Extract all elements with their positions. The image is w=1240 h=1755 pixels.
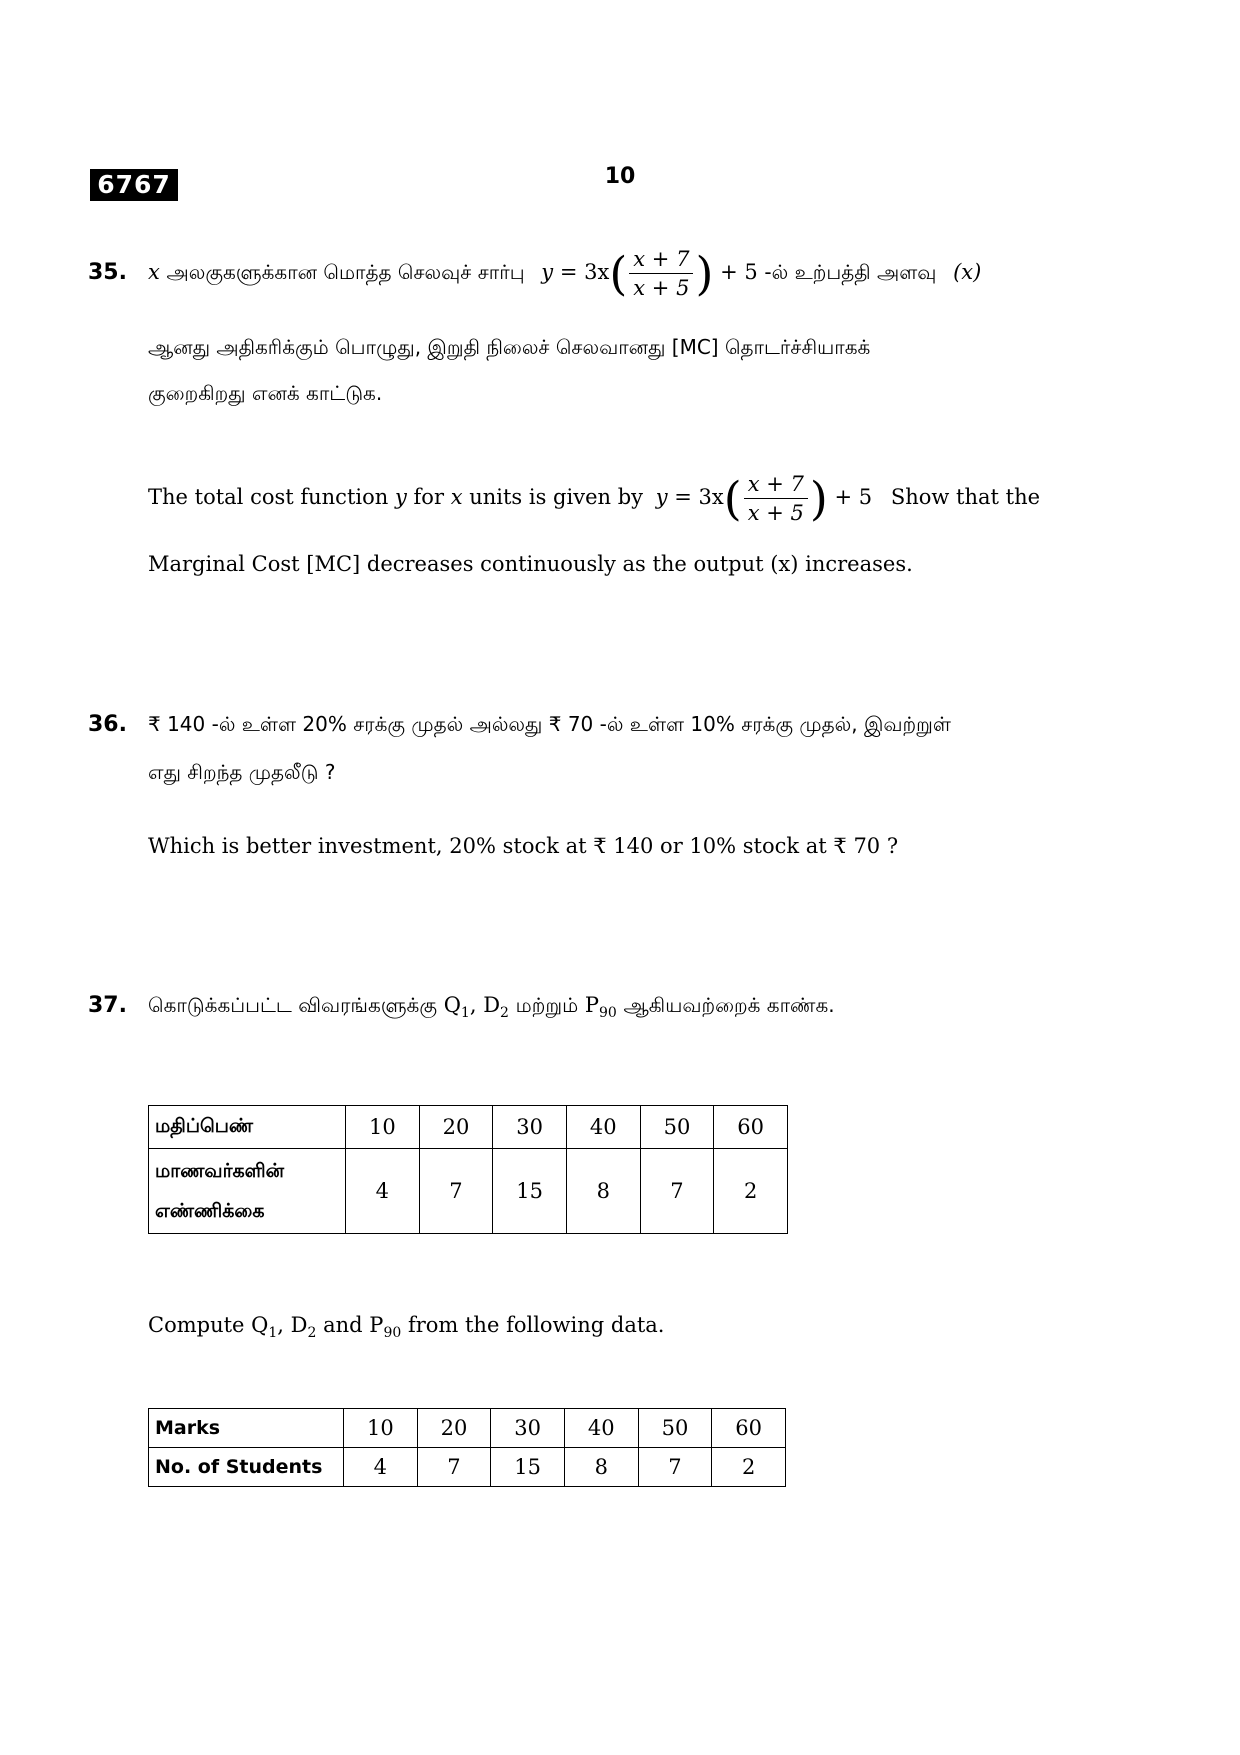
q35-english-line1: The total cost function y for x units is given by y = 3x( $\frac{x + 7}{x + 5}$ ) + 5 Show that the [148, 471, 1041, 526]
table-cell: 50 [638, 1409, 712, 1448]
table-cell: 4 [344, 1448, 418, 1487]
table-cell: 7 [640, 1149, 714, 1234]
table-cell: 20 [417, 1409, 491, 1448]
q35-english-line2: Marginal Cost [MC] decreases continuously as the output (x) increases. [148, 552, 913, 576]
q35-tamil-line2: ஆனது அதிகரிக்கும் பொழுது, இறுதி நிலைச் செலவானது [MC] தொடர்ச்சியாகக் [148, 335, 871, 359]
table-cell: 60 [714, 1106, 788, 1149]
table-cell: 7 [417, 1448, 491, 1487]
question-number-35: 35. [88, 260, 127, 285]
table-row [149, 1106, 788, 1149]
table-cell: 50 [640, 1106, 714, 1149]
table-cell: 30 [493, 1106, 567, 1149]
row-label-students-tamil: மாணவர்களின் எண்ணிக்கை [149, 1149, 346, 1234]
table-cell: 10 [346, 1106, 420, 1149]
table-cell: 40 [566, 1106, 640, 1149]
q36-english-line1: Which is better investment, 20% stock at ₹ 140 or 10% stock at ₹ 70 ? [148, 834, 899, 858]
q36-tamil-line2: எது சிறந்த முதலீடு ? [148, 760, 336, 784]
table-cell: 10 [344, 1409, 418, 1448]
table-cell: 4 [346, 1149, 420, 1234]
q37-tamil-line: கொடுக்கப்பட்ட விவரங்களுக்கு $Q_1$, $D_2$ மற்றும் $P_{90}$ ஆகியவற்றைக் காண்க. [148, 993, 835, 1021]
question-number-37: 37. [88, 993, 127, 1018]
english-data-table [148, 1408, 786, 1487]
row-label-marks-tamil: மதிப்பெண் [149, 1106, 346, 1149]
table-cell: 2 [712, 1448, 786, 1487]
q35-tamil-line1: x அலகுகளுக்கான மொத்த செலவுச் சார்பு y = 3x( $\frac{x + 7}{x + 5}$ ) + 5 -ல் உற்பத்தி அளவு (x) [148, 246, 982, 301]
q36-tamil-line1: ₹ 140 -ல் உள்ள 20% சரக்கு முதல் அல்லது ₹ 70 -ல் உள்ள 10% சரக்கு முதல், இவற்றுள் [148, 712, 951, 736]
question-number-36: 36. [88, 712, 127, 737]
page-number: 10 [604, 164, 636, 189]
table-cell: 15 [491, 1448, 565, 1487]
table-row [149, 1409, 786, 1448]
table-cell: 7 [638, 1448, 712, 1487]
table-cell: 60 [712, 1409, 786, 1448]
tamil-data-table [148, 1105, 788, 1234]
row-label-students: No. of Students [149, 1448, 344, 1487]
row-label-marks: Marks [149, 1409, 344, 1448]
table-row [149, 1149, 788, 1234]
paper-code-badge: 6767 [90, 169, 178, 201]
table-cell: 2 [714, 1149, 788, 1234]
q35-english-fraction: $\frac{x + 7}{x + 5}$ [744, 470, 808, 527]
table-cell: 15 [493, 1149, 567, 1234]
table-cell: 8 [564, 1448, 638, 1487]
table-cell: 7 [419, 1149, 493, 1234]
table-cell: 30 [491, 1409, 565, 1448]
q35-tamil-line3: குறைகிறது எனக் காட்டுக. [148, 381, 383, 405]
q35-fraction: $\frac{x + 7}{x + 5}$ [629, 245, 693, 302]
table-cell: 20 [419, 1106, 493, 1149]
table-row [149, 1448, 786, 1487]
table-cell: 8 [566, 1149, 640, 1234]
q37-english-line: Compute $Q_1$, $D_2$ and $P_{90}$ from the following data. [148, 1313, 665, 1341]
table-cell: 40 [564, 1409, 638, 1448]
